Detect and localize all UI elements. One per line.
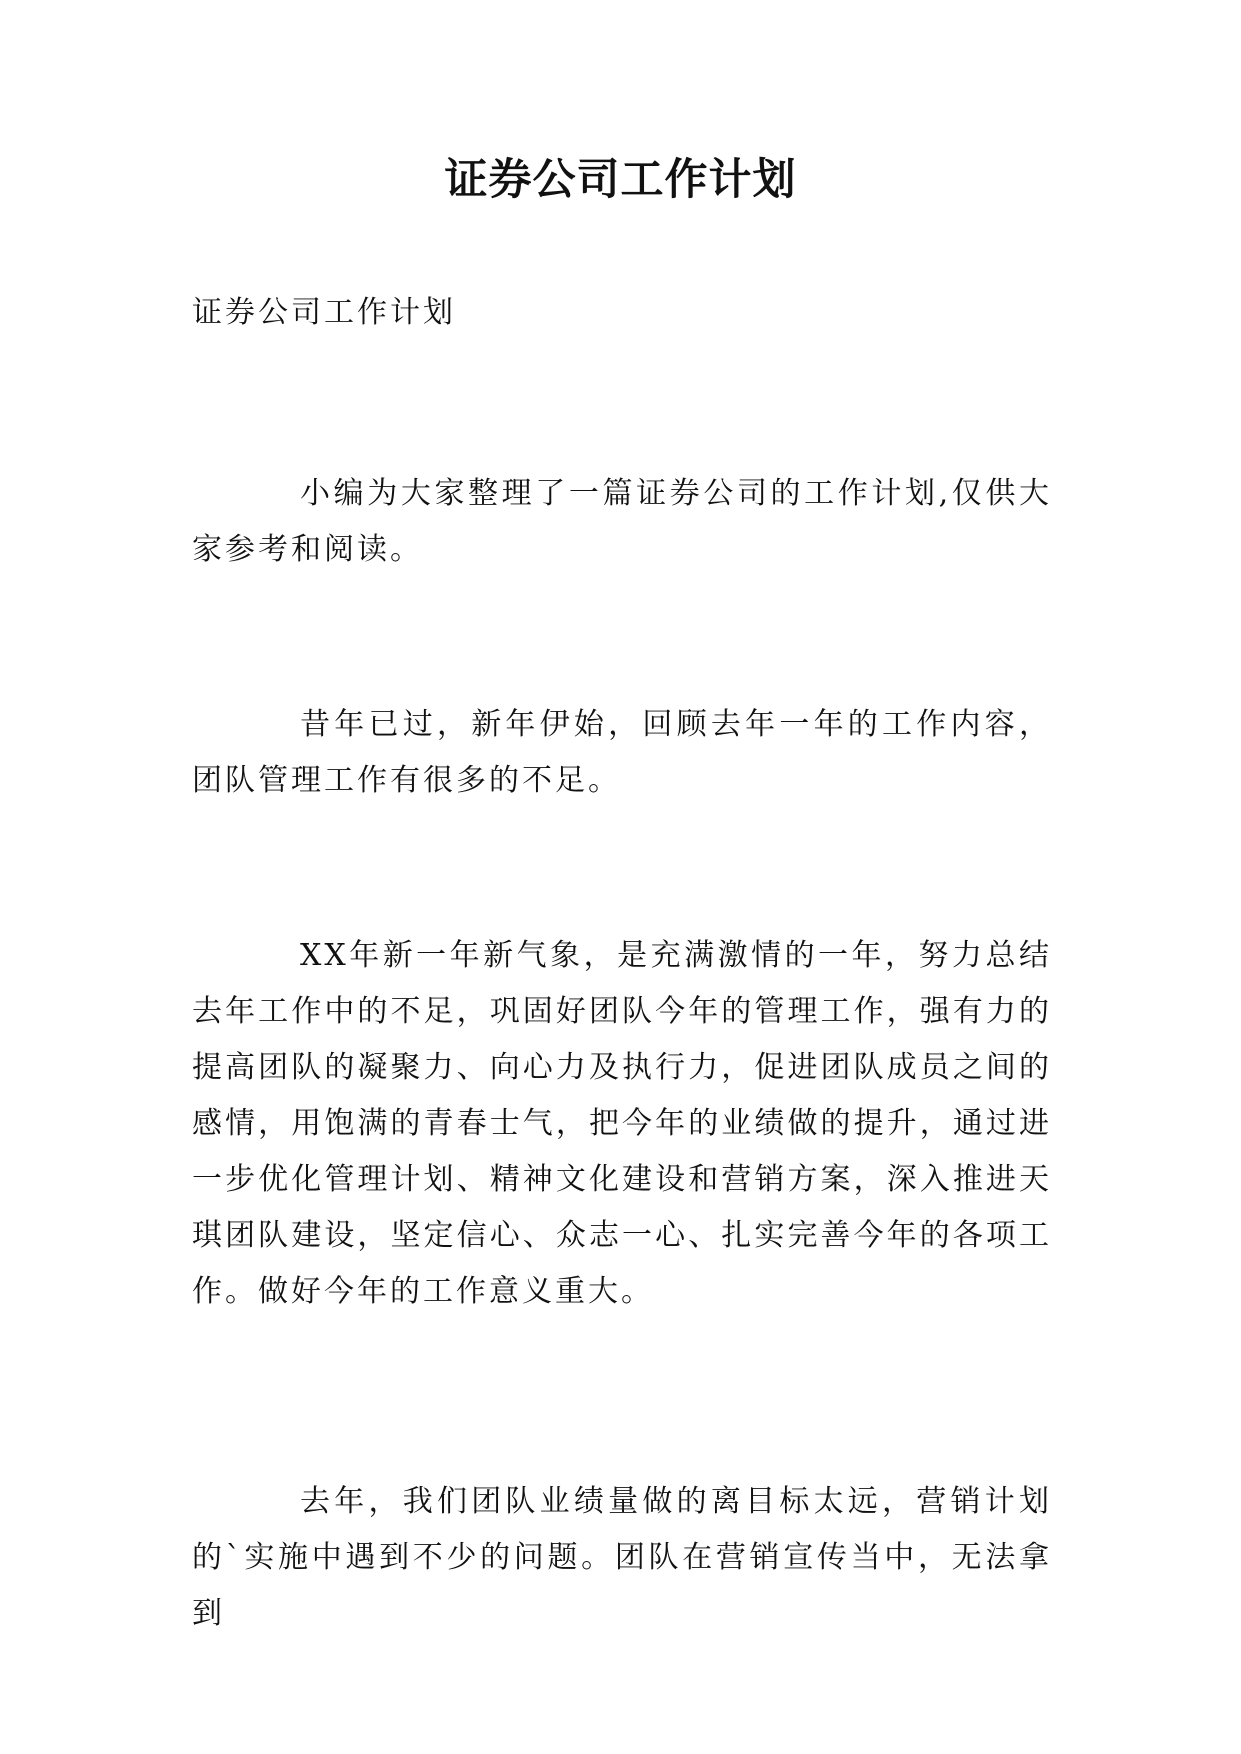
paragraph: 小编为大家整理了一篇证券公司的工作计划,仅供大家参考和阅读。 xyxy=(192,476,1052,567)
document-title: 证券公司工作计划 xyxy=(444,155,797,205)
paragraph: 去年，我们团队业绩量做的离目标太远，营销计划的`实施中遇到不少的问题。团队在营销宣传当中，无法拿到 xyxy=(192,1484,1052,1631)
paragraph: XX年新一年新气象，是充满激情的一年，努力总结去年工作中的不足，巩固好团队今年的管理工作，强有力的提高团队的凝聚力、向心力及执行力，促进团队成员之间的感情，用饱满的青春士气，把今年的业绩做的提升，通过进一步优化管理计划、精神文化建设和营销方案，深入推进天琪团队建设，坚定信心、众志一心、扎实完善今年的各项工作。做好今年的工作意义重大。 xyxy=(192,938,1052,1309)
document-subtitle: 证券公司工作计划 xyxy=(192,295,456,330)
paragraph: 昔年已过，新年伊始，回顾去年一年的工作内容，团队管理工作有很多的不足。 xyxy=(192,707,1052,798)
